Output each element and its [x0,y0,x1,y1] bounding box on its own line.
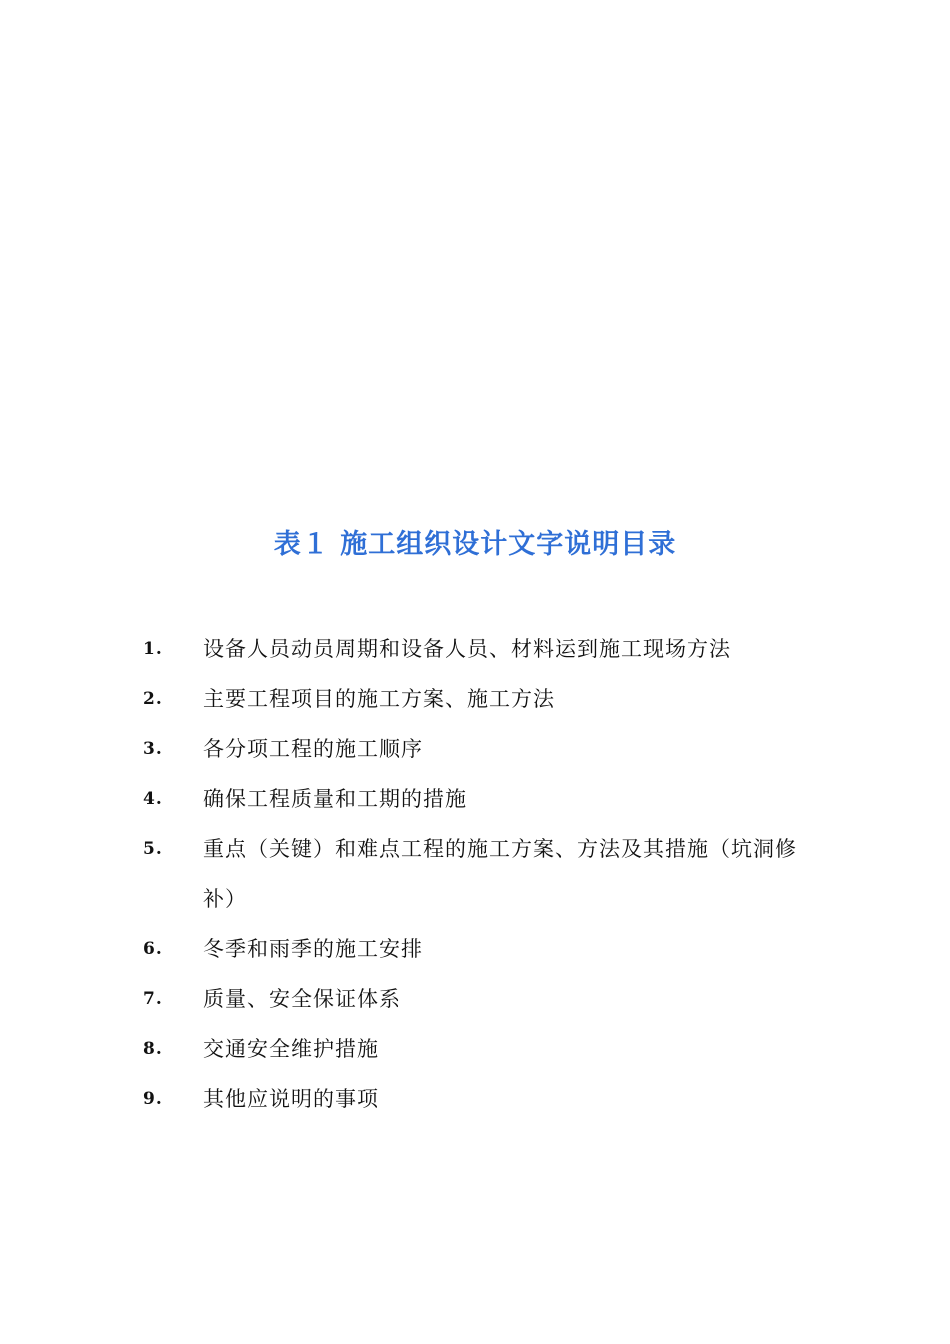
list-item [143,624,823,674]
item-number: 9. [143,1089,163,1109]
item-number: 8. [143,1039,163,1059]
item-text: 质量、安全保证体系 [203,987,401,1011]
item-number: 2. [143,689,163,709]
item-text: 各分项工程的施工顺序 [203,737,423,761]
list-item [143,674,823,724]
item-text: 确保工程质量和工期的措施 [203,787,467,811]
item-text: 冬季和雨季的施工安排 [203,937,423,961]
item-text: 交通安全维护措施 [203,1037,379,1061]
list-item [143,774,823,824]
item-text: 设备人员动员周期和设备人员、材料运到施工现场方法 [203,637,731,661]
item-text: 主要工程项目的施工方案、施工方法 [203,687,555,711]
document-title: 表１ 施工组织设计文字说明目录 [273,529,677,560]
list-item [143,1074,823,1124]
list-item [143,924,823,974]
item-text: 重点（关键）和难点工程的施工方案、方法及其措施（坑洞修补） [203,837,797,911]
list-item [143,974,823,1024]
item-number: 4. [143,789,163,809]
list-item [143,724,823,774]
item-number: 1. [143,639,163,659]
item-text: 其他应说明的事项 [203,1087,379,1111]
item-number: 6. [143,939,163,959]
item-number: 3. [143,739,163,759]
item-number: 5. [143,839,163,859]
table-of-contents [143,624,823,1124]
list-item [143,1024,823,1074]
item-number: 7. [143,989,163,1009]
list-item [143,824,823,924]
